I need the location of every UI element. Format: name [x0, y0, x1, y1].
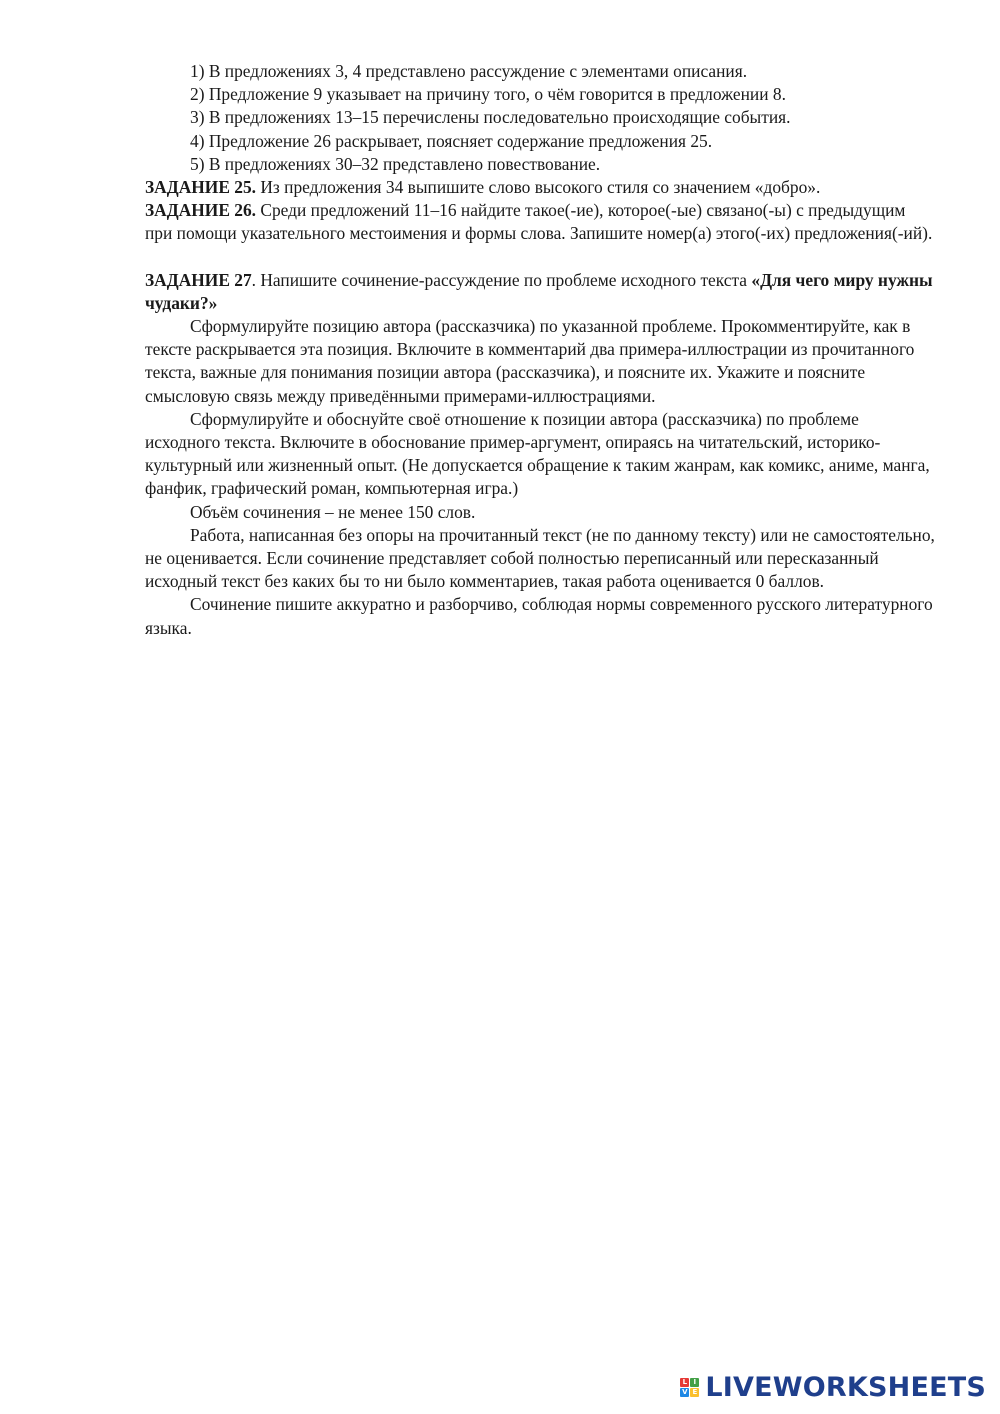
task-25-label: ЗАДАНИЕ 25.	[145, 177, 257, 198]
task-26-text: Среди предложений 11–16 найдите такое(-ие), которое(-ые) связано(-ы) с предыдущим при помощи указательного местоимения и формы слова. Запишите номер(а) этого(-их) предложения(-ий).	[145, 200, 933, 244]
logo-mark-letter: E	[690, 1388, 699, 1397]
task-27-problem: «Для чего миру нужны чудаки?»	[145, 269, 933, 313]
answer-option: 3) В предложениях 13–15 перечислены последовательно происходящие события.	[190, 107, 791, 128]
task-26-label: ЗАДАНИЕ 26.	[145, 200, 257, 221]
task-27-label: ЗАДАНИЕ 27	[145, 269, 252, 290]
logo-text: LIVEWORKSHEETS	[705, 1372, 986, 1403]
logo-mark-icon	[680, 1378, 699, 1397]
task-27-heading	[145, 269, 935, 315]
answer-option: 5) В предложениях 30–32 представлено повествование.	[190, 153, 601, 174]
task-25	[145, 176, 935, 199]
logo-mark-letter: V	[682, 1388, 688, 1396]
answer-option: 1) В предложениях 3, 4 представлено рассуждение с элементами описания.	[190, 61, 748, 81]
worksheet-page	[145, 60, 935, 640]
task-26	[145, 199, 935, 245]
liveworksheets-logo[interactable]	[680, 1372, 986, 1403]
answer-options-list	[145, 60, 935, 176]
task-27-paragraph: Объём сочинения – не менее 150 слов.	[190, 501, 476, 522]
task-27-paragraph: Сформулируйте и обоснуйте своё отношение к позиции автора (рассказчика) по проблеме исходного текста. Включите в обоснование пример-аргумент, опираясь на читательский, историко-культурный или жизненный опыт. (Не допускается обращение к таким жанрам, как комикс, аниме, манга, фанфик, графический роман, компьютерная игра.)	[145, 408, 930, 499]
task-25-text: Из предложения 34 выпишите слово высокого стиля со значением «добро».	[256, 177, 821, 198]
task-27-paragraph: Сформулируйте позицию автора (рассказчика) по указанной проблеме. Прокомментируйте, как в тексте раскрывается эта позиция. Включите в комментарий два примера-иллюстрации из прочитанного текста, важные для понимания позиции автора (рассказчика), и поясните их. Укажите и поясните смысловую связь между приведёнными примерами-иллюстрациями.	[145, 316, 915, 406]
task-27-paragraph: Сочинение пишите аккуратно и разборчиво, соблюдая нормы современного русского литературного языка.	[145, 594, 933, 638]
task-27	[145, 269, 935, 640]
logo-mark-letter: I	[690, 1378, 699, 1387]
answer-option: 2) Предложение 9 указывает на причину того, о чём говорится в предложении 8.	[190, 84, 786, 105]
task-27-text: . Напишите сочинение-рассуждение по проблеме исходного текста	[251, 269, 752, 290]
task-27-paragraph: Работа, написанная без опоры на прочитанный текст (не по данному тексту) или не самостоятельно, не оценивается. Если сочинение представляет собой полностью переписанный или пересказанный исходный текст без каких бы то ни было комментариев, такая работа оценивается 0 баллов.	[145, 524, 935, 592]
answer-option: 4) Предложение 26 раскрывает, поясняет содержание предложения 25.	[190, 130, 713, 151]
logo-mark-letter: L	[680, 1378, 689, 1387]
